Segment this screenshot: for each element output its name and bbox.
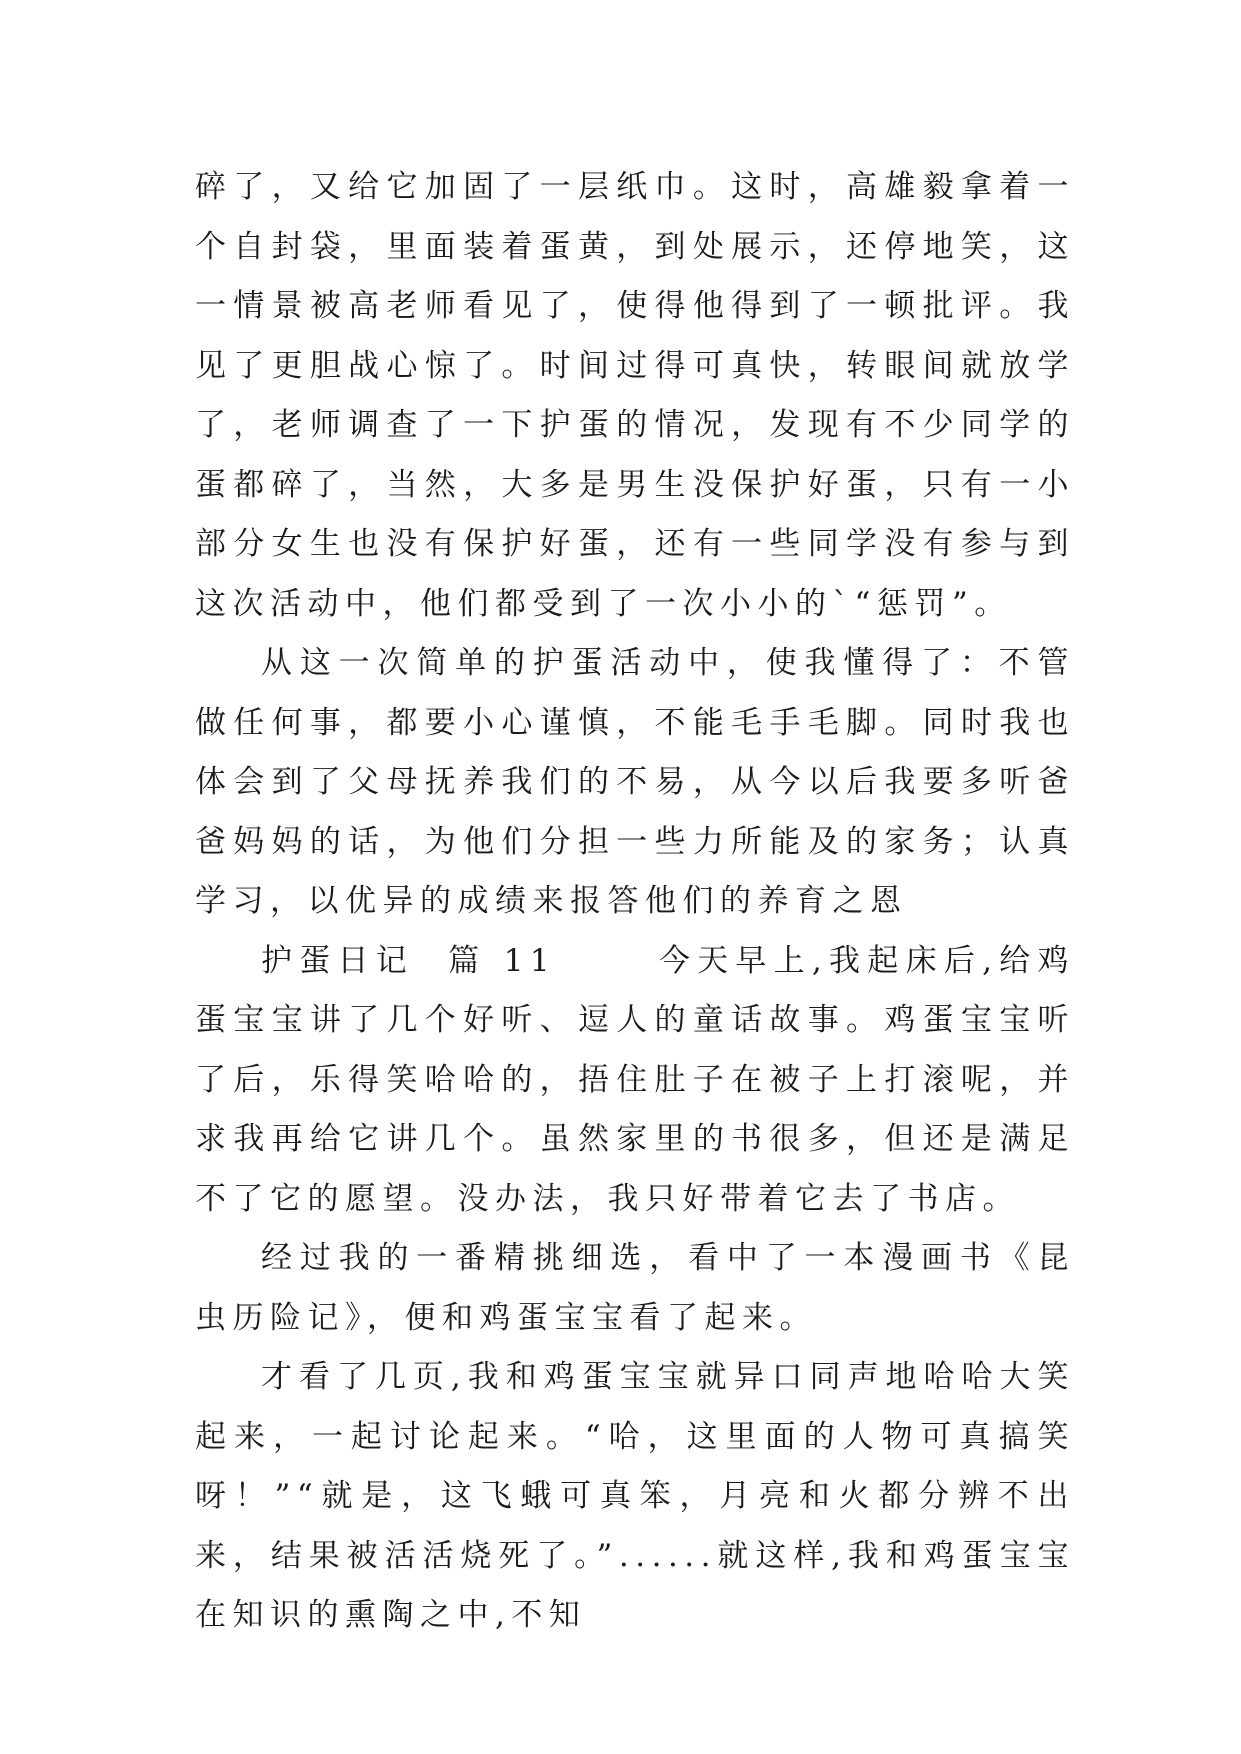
paragraph-5: 才看了几页,我和鸡蛋宝宝就异口同声地哈哈大笑起来，一起讨论起来。“哈，这里面的人物可真搞笑呀！”“就是，这飞蛾可真笨，月亮和火都分辨不出来，结果被活活烧死了。”......就这样,我和鸡蛋宝宝在知识的熏陶之中,不知 xyxy=(195,1359,1075,1633)
paragraph-1: 碎了，又给它加固了一层纸巾。这时，高雄毅拿着一个自封袋，里面装着蛋黄，到处展示，还停地笑，这一情景被高老师看见了，使得他得到了一顿批评。我见了更胆战心惊了。时间过得可真快，转眼间就放学了，老师调查了一下护蛋的情况，发现有不少同学的蛋都碎了，当然，大多是男生没保护好蛋，只有一小部分女生也没有保护好蛋，还有一些同学没有参与到这次活动中，他们都受到了一次小小的`“惩罚”。 xyxy=(195,169,1075,622)
paragraph-3-section-heading: 护蛋日记 篇 11 今天早上,我起床后,给鸡蛋宝宝讲了几个好听、逗人的童话故事。鸡蛋宝宝听了后，乐得笑哈哈的，捂住肚子在被子上打滚呢，并求我再给它讲几个。虽然家里的书很多，但还是满足不了它的愿望。没办法，我只好带着它去了书店。 xyxy=(195,942,1075,1217)
paragraph-2: 从这一次简单的护蛋活动中，使我懂得了：不管做任何事，都要小心谨慎，不能毛手毛脚。同时我也体会到了父母抚养我们的不易，从今以后我要多听爸爸妈妈的话，为他们分担一些力所能及的家务；认真学习，以优异的成绩来报答他们的养育之恩 xyxy=(195,645,1075,919)
paragraph-4: 经过我的一番精挑细选，看中了一本漫画书《昆虫历险记》，便和鸡蛋宝宝看了起来。 xyxy=(195,1240,1075,1336)
document-body xyxy=(195,158,1075,1646)
